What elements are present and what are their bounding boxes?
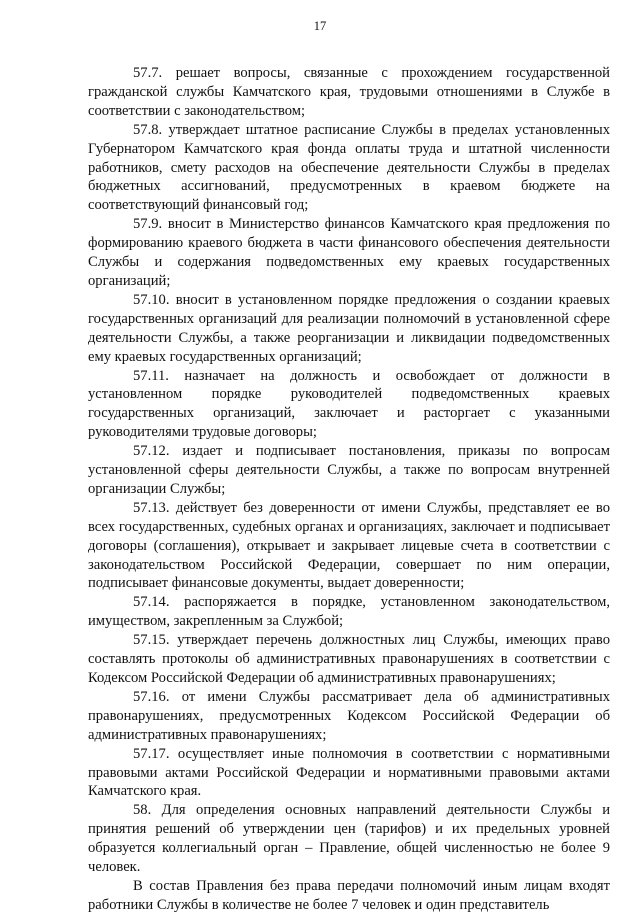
paragraph-57-14: 57.14. распоряжается в порядке, установленном законодательством, имуществом, закрепленным за Службой; <box>88 594 610 630</box>
paragraph-57-9: 57.9. вносит в Министерство финансов Камчатского края предложения по формированию краевого бюджета в части финансового обеспечения деятельности Службы и содержания подведомственных ему краевых государственных организаций; <box>88 216 610 289</box>
page-number: 17 <box>313 19 327 33</box>
document-body <box>88 64 610 915</box>
paragraph-57-10: 57.10. вносит в установленном порядке предложения о создании краевых государственных организаций для реализации полномочий в установленной сфере деятельности Службы, а также реорганизации и ликвидации подведомственных ему краевых государственных организаций; <box>88 291 610 365</box>
paragraph-57-12: 57.12. издает и подписывает постановления, приказы по вопросам установленной сферы деятельности Службы, а также по вопросам внутренней организации Службы; <box>88 443 610 497</box>
paragraph-57-7: 57.7. решает вопросы, связанные с прохождением государственной гражданской службы Камчатского края, трудовыми отношениями в Службе в соответствии с законодательством; <box>88 65 610 119</box>
paragraph-57-8: 57.8. утверждает штатное расписание Службы в пределах установленных Губернатором Камчатского края фонда оплаты труда и штатной численности работников, смету расходов на обеспечение деятельности Службы в пределах бюджетных ассигнований, предусмотренных в краевом бюджете на соответствующий финансовый год; <box>88 121 610 214</box>
paragraph-57-11: 57.11. назначает на должность и освобождает от должности в установленном порядке руководителей подведомственных краевых государственных организаций, заключает и расторгает с указанными руководителями трудовые договоры; <box>88 367 610 441</box>
paragraph-58: 58. Для определения основных направлений деятельности Службы и принятия решений об утверждении цен (тарифов) и их предельных уровней образуется коллегиальный орган – Правление, общей численностью не более 9 человек. <box>88 802 610 876</box>
paragraph-board-composition: В состав Правления без права передачи полномочий иным лицам входят работники Службы в количестве не более 7 человек и один представитель <box>88 877 610 913</box>
paragraph-57-16: 57.16. от имени Службы рассматривает дела об административных правонарушениях, предусмотренных Кодексом Российской Федерации об административных правонарушениях; <box>88 688 610 743</box>
paragraph-57-15: 57.15. утверждает перечень должностных лиц Службы, имеющих право составлять протоколы об административных правонарушениях в соответствии с Кодексом Российской Федерации об административных правонарушениях; <box>88 632 610 686</box>
paragraph-57-13: 57.13. действует без доверенности от имени Службы, представляет ее во всех государственных, судебных органах и организациях, заключает и подписывает договоры (соглашения), открывает и закрывает лицевые счета в соответствии с законодательством Российской Федерации, совершает по ним операции, подписывает финансовые документы, выдает доверенности; <box>88 499 610 592</box>
paragraph-57-17: 57.17. осуществляет иные полномочия в соответствии с нормативными правовыми актами Российской Федерации и нормативными правовыми актами Камчатского края. <box>88 745 610 800</box>
